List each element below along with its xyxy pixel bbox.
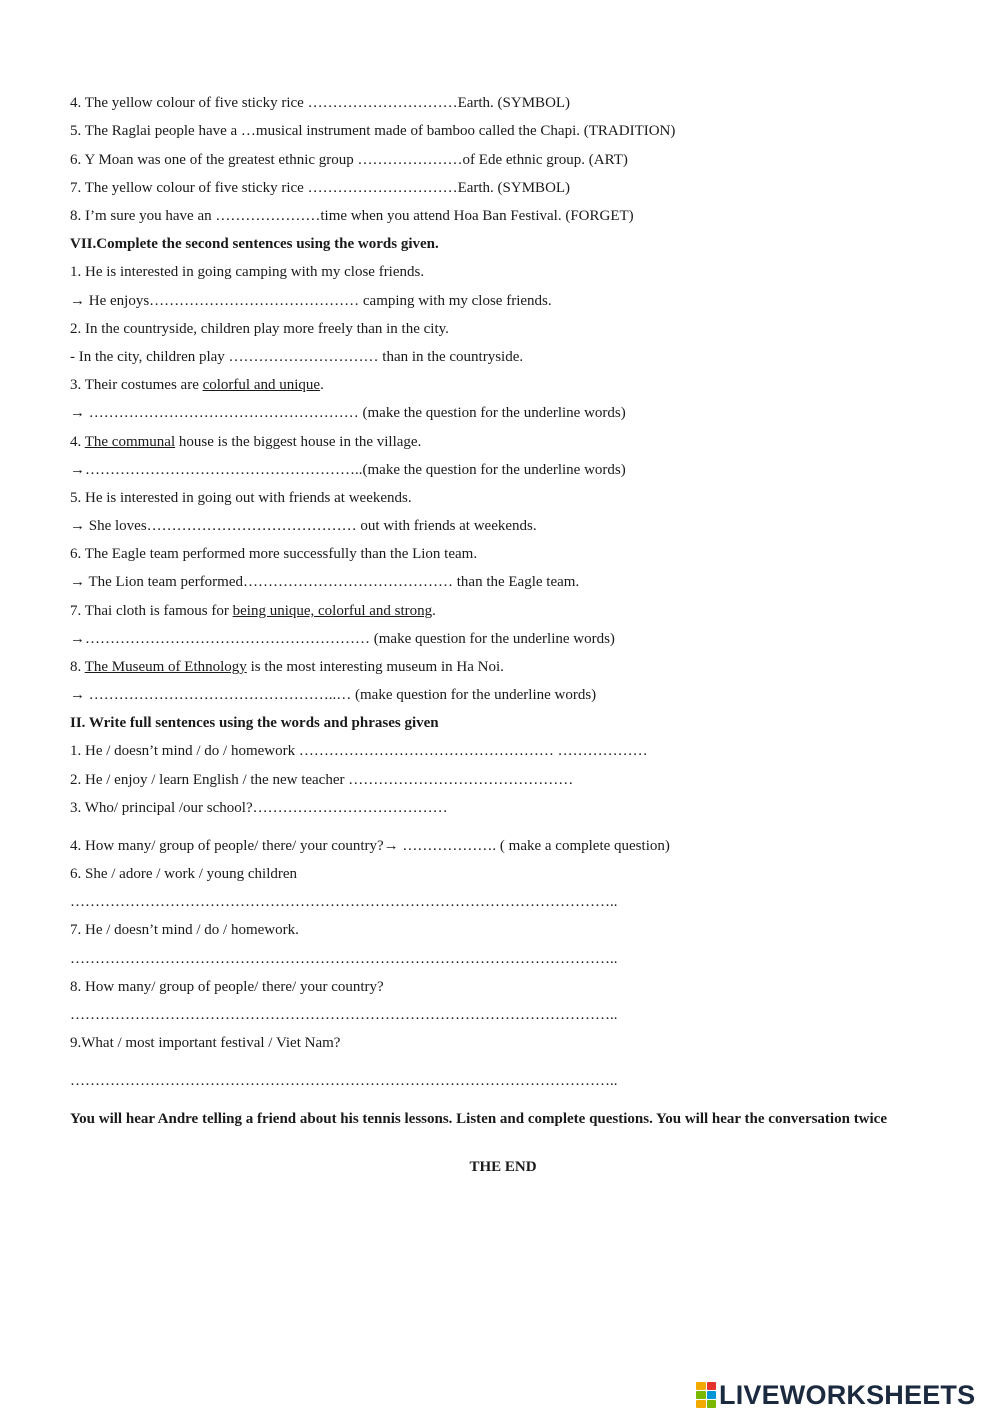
exercise-line: → He enjoys…………………………………… camping with my close friends. (70, 293, 552, 309)
logo-square (696, 1400, 706, 1408)
exercise-line: 3. Who/ principal /our school?………………………………… (70, 800, 448, 816)
the-end-label: THE END (469, 1159, 537, 1175)
exercise-line: 2. In the countryside, children play more freely than in the city. (70, 321, 449, 337)
exercise-line: 8. How many/ group of people/ there/ your country? (70, 979, 384, 995)
text-part: 7. Thai cloth is famous for (70, 603, 233, 619)
text-part: 4. (70, 434, 85, 450)
text-part: 8. (70, 659, 85, 675)
exercise-line: → She loves…………………………………… out with friends at weekends. (70, 518, 537, 534)
exercise-line: 9.What / most important festival / Viet Nam? (70, 1035, 341, 1051)
exercise-line: - In the city, children play ………………………… than in the countryside. (70, 349, 524, 365)
exercise-line (70, 433, 421, 451)
answer-line: ……………………………………………………………………………………………….. (70, 1007, 618, 1023)
text-part: . (432, 603, 436, 619)
text-part: house is the biggest house in the village. (175, 434, 422, 450)
exercise-line: 6. She / adore / work / young children (70, 866, 298, 882)
exercise-line: 8. I’m sure you have an …………………time when you attend Hoa Ban Festival. (FORGET) (70, 208, 634, 224)
liveworksheets-logo (696, 1378, 975, 1412)
listening-instruction: You will hear Andre telling a friend about his tennis lessons. Listen and complete questions. You will hear the conversation twice (70, 1111, 888, 1127)
exercise-line: 5. The Raglai people have a …musical instrument made of bamboo called the Chapi. (TRADITION) (70, 123, 676, 139)
exercise-line: 4. The yellow colour of five sticky rice …………………………Earth. (SYMBOL) (70, 95, 571, 111)
underlined-words: The communal (84, 434, 176, 450)
answer-line: → …………………………………………..… (make question for the underline words) (70, 687, 597, 703)
answer-line: ……………………………………………………………………………………………….. (70, 894, 618, 910)
exercise-line: 5. He is interested in going out with friends at weekends. (70, 490, 412, 506)
exercise-line: → The Lion team performed…………………………………… than the Eagle team. (70, 574, 580, 590)
logo-mark-icon (696, 1382, 716, 1408)
section-heading-vii: VII.Complete the second sentences using the words given. (70, 236, 439, 252)
exercise-line (70, 602, 436, 620)
exercise-line: 4. How many/ group of people/ there/ your country?→ ………………. ( make a complete question) (70, 838, 670, 854)
exercise-line (70, 376, 324, 394)
answer-line: →………………………………………………… (make question for the underline words) (70, 631, 615, 647)
text-part: . (320, 377, 324, 393)
answer-line: ……………………………………………………………………………………………….. (70, 951, 618, 967)
exercise-line: 7. The yellow colour of five sticky rice …………………………Earth. (SYMBOL) (70, 180, 571, 196)
section-heading-ii: II. Write full sentences using the words and phrases given (70, 715, 439, 731)
exercise-line: 2. He / enjoy / learn English / the new teacher ……………………………………… (70, 772, 574, 788)
exercise-line (70, 658, 504, 676)
exercise-line: 6. Y Moan was one of the greatest ethnic group …………………of Ede ethnic group. (ART) (70, 152, 628, 168)
logo-square (707, 1382, 717, 1390)
underlined-words: The Museum of Ethnology (84, 659, 247, 675)
underlined-words: being unique, colorful and strong (232, 603, 433, 619)
exercise-line: 6. The Eagle team performed more successfully than the Lion team. (70, 546, 478, 562)
answer-line: ……………………………………………………………………………………………….. (70, 1073, 618, 1089)
logo-square (707, 1400, 717, 1408)
exercise-line: 1. He is interested in going camping with my close friends. (70, 264, 425, 280)
logo-square (696, 1382, 706, 1390)
exercise-line: 1. He / doesn’t mind / do / homework …………………………………………… ……………… (70, 743, 648, 759)
text-part: 3. Their costumes are (70, 377, 203, 393)
logo-square (707, 1391, 717, 1399)
logo-square (696, 1391, 706, 1399)
answer-line: →………………………………………………..(make the question for the underline words) (70, 462, 626, 478)
text-part: is the most interesting museum in Ha Noi. (246, 659, 504, 675)
underlined-words: colorful and unique (202, 377, 321, 393)
logo-text: LIVEWORKSHEETS (719, 1379, 976, 1410)
answer-line: → ……………………………………………… (make the question for the underline words) (70, 405, 626, 421)
exercise-line: 7. He / doesn’t mind / do / homework. (70, 922, 299, 938)
